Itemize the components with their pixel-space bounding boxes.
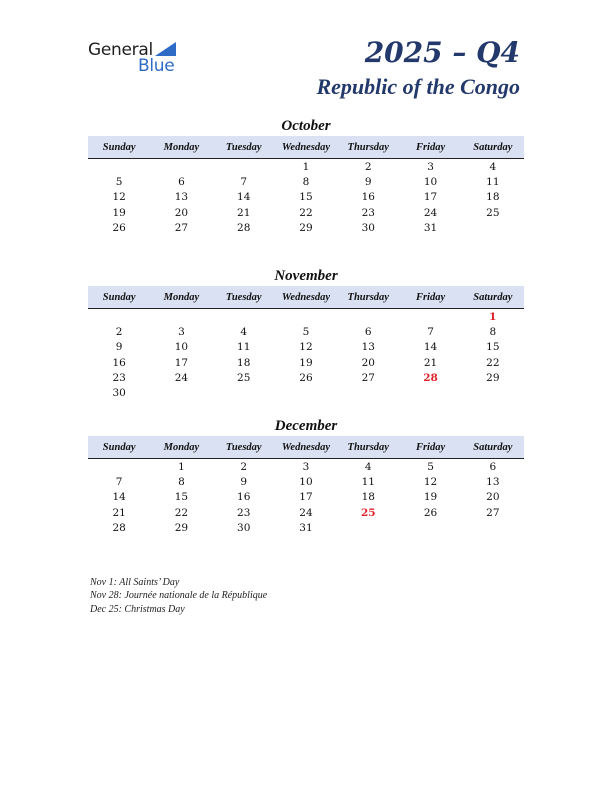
day-cell: 12 [112,191,126,204]
weekday-label: Wednesday [281,291,331,303]
day-cell: 15 [299,191,313,204]
day-cell: 8 [489,325,497,338]
weekday-label: Saturday [473,141,513,153]
week-row [88,459,524,474]
week-row [88,309,524,324]
day-cell: 21 [237,206,251,219]
day-cell: 20 [486,491,500,504]
weekday-header-row [88,286,524,309]
month-title: October [281,118,331,134]
day-cell: 19 [299,356,313,369]
holiday-note: Nov 1: All Saints’ Day [90,577,180,588]
day-cell: 21 [112,506,126,519]
day-cell: 18 [486,191,500,204]
month-title: December [274,418,338,434]
day-cell: 11 [486,175,500,188]
day-cell: 1 [302,160,310,173]
month-october [88,116,524,235]
day-cell: 6 [364,325,372,338]
day-cell: 25 [486,206,500,219]
week-row [88,490,524,505]
day-cell: 16 [112,356,126,369]
month-november [88,266,524,401]
day-cell: 12 [299,341,313,354]
day-cell: 22 [299,206,313,219]
day-cell: 27 [486,506,500,519]
day-cell: 3 [427,160,434,173]
day-cell: 2 [115,325,123,338]
weekday-label: Monday [163,141,200,153]
brand-logo [88,40,188,80]
day-cell: 13 [361,341,375,354]
day-cell: 29 [299,221,313,234]
holiday-day-cell: 28 [423,371,438,384]
week-row [88,174,524,189]
day-cell: 17 [423,191,438,204]
day-cell: 9 [240,475,248,488]
day-cell: 16 [361,191,375,204]
week-row [88,159,524,174]
day-cell: 28 [112,521,126,534]
week-row [88,385,524,400]
day-cell: 7 [427,325,434,338]
day-cell: 8 [178,475,185,488]
day-cell: 18 [237,356,251,369]
day-cell: 22 [174,506,189,519]
weekday-header-row [88,436,524,459]
logo-triangle-icon [155,42,176,56]
day-cell: 7 [115,475,123,488]
holiday-note: Nov 28: Journée nationale de la République [90,590,268,602]
holiday-notes [90,576,267,616]
weekday-label: Sunday [102,291,136,303]
week-row [88,370,524,385]
day-cell: 31 [299,521,313,534]
day-cell: 5 [302,325,310,338]
day-cell: 15 [174,491,189,504]
day-cell: 26 [112,221,126,234]
day-cell: 3 [178,325,185,338]
weekday-label: Thursday [347,441,389,453]
holiday-note: Dec 25: Christmas Day [90,603,185,615]
day-cell: 18 [361,491,375,504]
day-cell: 23 [361,206,375,219]
day-cell: 17 [174,356,189,369]
day-cell: 4 [364,460,372,473]
weekday-label: Thursday [347,141,389,153]
week-row [88,190,524,205]
day-cell: 9 [115,341,123,354]
day-cell: 17 [299,491,313,504]
day-cell: 12 [423,475,438,488]
week-row [88,520,524,535]
week-row [88,205,524,220]
day-cell: 22 [486,356,500,369]
week-row [88,324,524,339]
logo-text-general: General [88,40,153,60]
day-cell: 15 [486,341,500,354]
day-cell: 29 [174,521,189,534]
week-row [88,340,524,355]
day-cell: 19 [112,206,126,219]
weekday-header-row [88,136,524,159]
day-cell: 1 [178,460,185,473]
weekday-label: Sunday [102,441,136,453]
day-cell: 8 [302,175,310,188]
day-cell: 7 [240,175,248,188]
day-cell: 29 [486,371,500,384]
month-december [88,416,524,535]
day-cell: 27 [361,371,375,384]
day-cell: 28 [237,221,251,234]
weekday-label: Wednesday [281,141,331,153]
weekday-label: Thursday [347,291,389,303]
weekday-label: Saturday [473,291,513,303]
weekday-label: Saturday [473,441,513,453]
weekday-label: Friday [415,291,446,303]
day-cell: 10 [299,475,313,488]
page-title: 2025 – Q4 [364,36,520,69]
day-cell: 30 [361,221,375,234]
weekday-label: Tuesday [225,141,262,153]
day-cell: 14 [112,491,126,504]
day-cell: 23 [112,371,126,384]
holiday-day-cell: 1 [489,310,497,323]
day-cell: 24 [174,371,189,384]
day-cell: 2 [364,160,372,173]
day-cell: 11 [237,341,251,354]
weekday-label: Monday [163,441,200,453]
logo-text-blue: Blue [138,56,175,76]
week-row [88,355,524,370]
day-cell: 13 [486,475,500,488]
day-cell: 31 [423,221,438,234]
day-cell: 4 [240,325,248,338]
day-cell: 26 [299,371,313,384]
weekday-label: Sunday [102,141,136,153]
country-subtitle: Republic of the Congo [316,74,520,99]
day-cell: 2 [240,460,248,473]
day-cell: 9 [364,175,372,188]
week-row [88,474,524,489]
day-cell: 24 [423,206,438,219]
day-cell: 3 [302,460,310,473]
day-cell: 14 [423,341,438,354]
day-cell: 24 [299,506,313,519]
day-cell: 27 [174,221,189,234]
month-title: November [274,268,338,284]
holiday-day-cell: 25 [360,506,376,519]
day-cell: 16 [237,491,251,504]
day-cell: 30 [237,521,251,534]
weekday-label: Tuesday [225,441,262,453]
day-cell: 30 [112,387,126,400]
week-row [88,505,524,520]
day-cell: 26 [423,506,438,519]
day-cell: 14 [237,191,251,204]
day-cell: 23 [237,506,251,519]
day-cell: 10 [174,341,189,354]
day-cell: 25 [237,371,251,384]
day-cell: 13 [174,191,189,204]
weekday-label: Friday [415,441,446,453]
weekday-label: Tuesday [225,291,262,303]
day-cell: 11 [361,475,375,488]
day-cell: 10 [423,175,438,188]
day-cell: 20 [174,206,189,219]
weekday-label: Friday [415,141,446,153]
week-row [88,220,524,235]
day-cell: 5 [427,460,434,473]
day-cell: 6 [178,175,185,188]
weekday-label: Wednesday [281,441,331,453]
day-cell: 4 [489,160,497,173]
weekday-label: Monday [163,291,200,303]
day-cell: 5 [115,175,123,188]
day-cell: 20 [361,356,375,369]
day-cell: 19 [423,491,438,504]
day-cell: 21 [423,356,438,369]
day-cell: 6 [489,460,497,473]
